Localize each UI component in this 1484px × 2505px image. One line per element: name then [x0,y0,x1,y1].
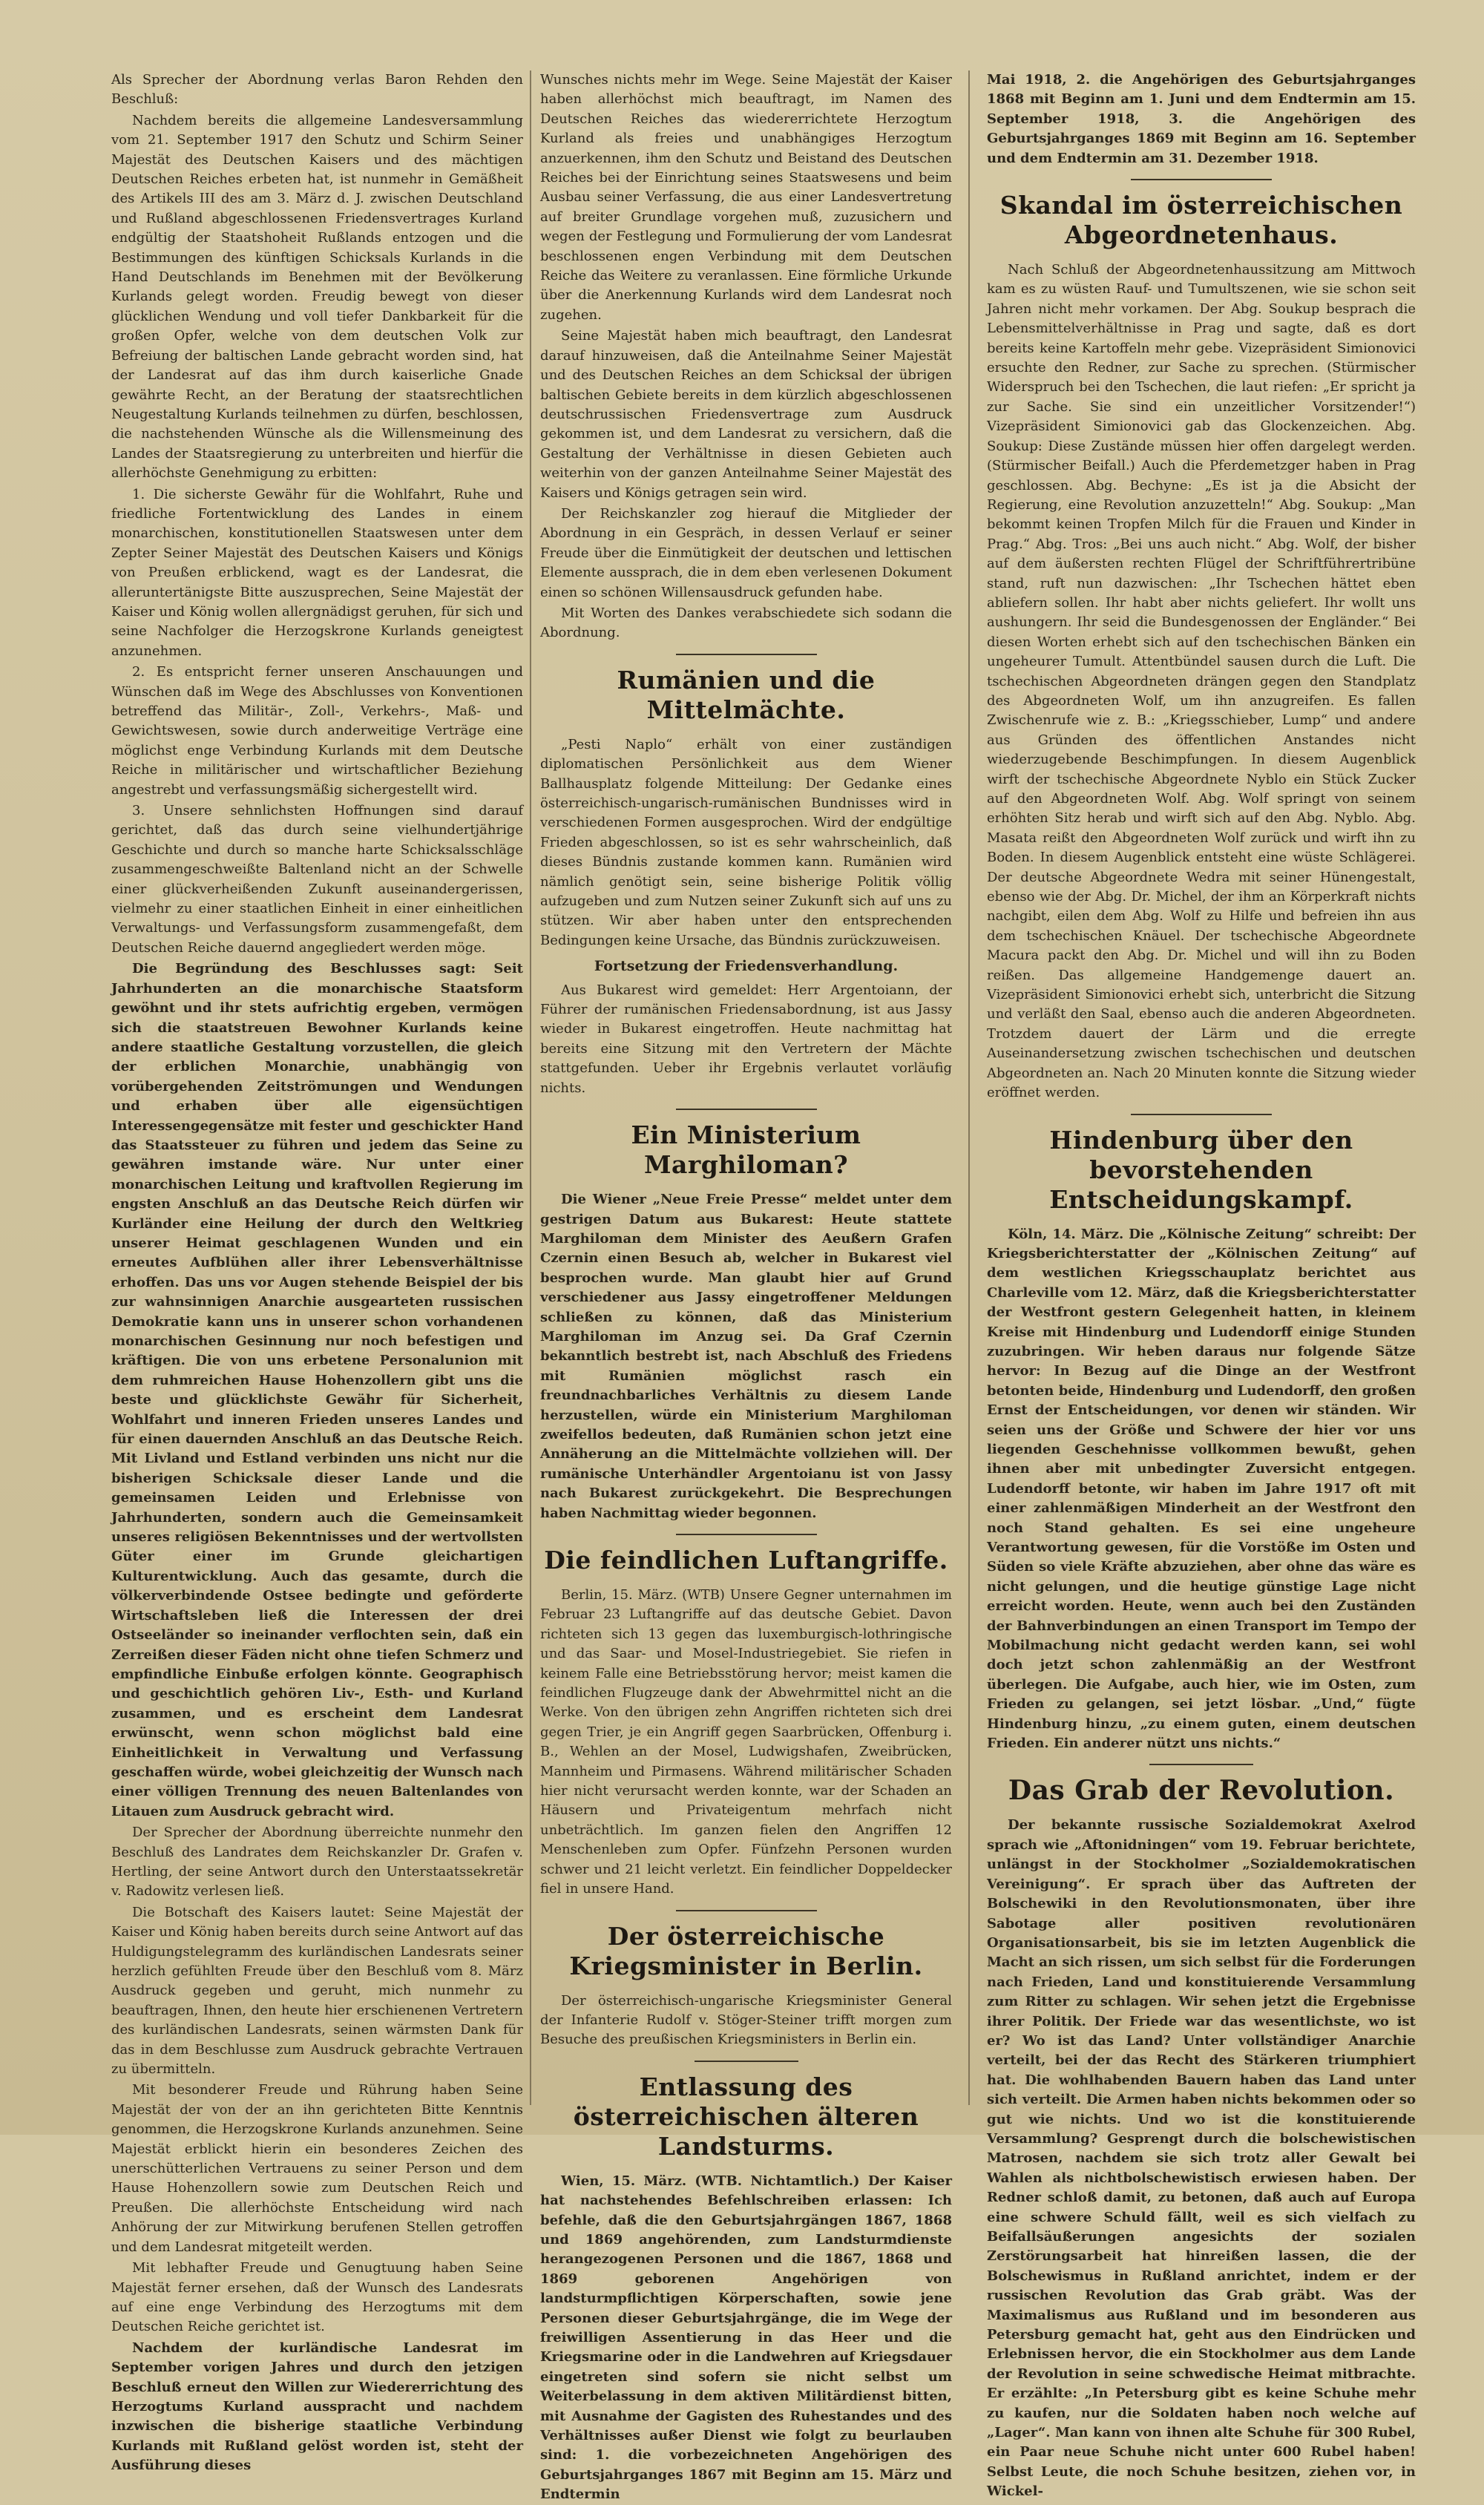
paragraph: Köln, 14. März. Die „Kölnische Zeitung“ schreibt: Der Kriegsberichterstatter der „Kölnischen Zeitung“ auf dem westlichen Kriegsschauplatz berichtet aus Charleville vom 12. März, daß die Kriegsberichterstatter der Westfront gestern Gelegenheit hatten, in kleinem Kreise mit Hindenburg und Ludendorff einige Stunden zuzubringen. Wir heben daraus nur folgende Sätze hervor: In Bezug auf die Dinge an der Westfront betonten beide, Hindenburg und Ludendorff, den großen Ernst der Entscheidungen, vor denen wir ständen. Wir seien uns der Größe und Schwere der hier vor uns liegenden Geschehnisse vollkommen bewußt, gehen ihnen aber mit unbedingter Zuversicht entgegen. Ludendorff betonte, wir haben im Jahre 1917 oft mit einer zahlenmäßigen Minderheit an der Westfront den noch Stand gehalten. Es sei eine ungeheure Verantwortung gewesen, für die Vorstöße im Osten und Süden so viele Kräfte abzuziehen, aber ohne das wäre es nicht gelungen, und die heutige günstige Lage nicht erreicht worden. Heute, wenn auch bei den Zuständen der Bahnverbindungen an einen Transport im Tempo der Mobilmachung nicht gedacht werden kann, sei wohl doch jetzt schon zahlenmäßig an der Westfront überlegen. Die Aufgabe, auch hier, wie im Osten, zum Frieden zu gelangen, sei jetzt lösbar. „Und,“ fügte Hindenburg hinzu, „zu einem guten, einem deutschen Frieden. Ein anderer nützt uns nichts.“ [987,1226,1416,1752]
paragraph: 3. Unsere sehnlichsten Hoffnungen sind darauf gerichtet, daß das durch seine vielhundertjährige Geschichte und durch so manche harte Schicksalsschläge zusammengeschweißte Baltenland nicht an der Schwelle einer glückverheißenden Zukunft auseinandergerissen, vielmehr zu einer staatlichen Einheit in einer einheitlichen Verwaltungs- und Verfassungsform zusammengefaßt, dem Deutschen Reiche dauernd angegliedert werden möge. [111,803,523,956]
article-separator [1131,1114,1272,1115]
paragraph: „Pesti Naplo“ erhält von einer zuständigen diplomatischen Persönlichkeit aus dem Wiener Ballhausplatz folgende Mitteilung: Der Gedanke eines österreichisch-ungarisch-rumänischen Bundnisses wird in verschiedenen Formen ausgesprochen. Wird der endgültige Frieden abgeschlossen, so ist es sehr wahrscheinlich, daß dieses Bündnis zustande kommen kann. Rumänien wird nämlich genötigt sein, seine bisherige Politik völlig aufzugeben und zum Nutzen seiner Zukunft sich auf uns zu stützen. Wir aber haben unter den entsprechenden Bedingungen keine Ursache, das Bündnis zurückzuweisen. [540,736,952,948]
headline-marghiloman: Ein Ministerium Marghiloman? [631,1120,861,1180]
article-separator [1131,179,1272,180]
headline-landsturm: Entlassung des österreichischen älteren Landsturms. [573,2072,919,2161]
paragraph: Als Sprecher der Abordnung verlas Baron Rehden den Beschluß: [111,72,523,108]
article-separator [676,1534,817,1535]
paragraph: 1. Die sicherste Gewähr für die Wohlfahrt, Ruhe und friedliche Fortentwicklung des Landes in einem monarchischen, konstitutionellen Staatswesen unter dem Zepter Seiner Majestät des Deutschen Kaisers und Königs von Preußen erblickend, wagt es der Landesrat, die alleruntertänigste Bitte auszusprechen, Seine Majestät der Kaiser und König wollen allergnädigst geruhen, für sich und seine Nachfolger die Herzogskrone Kurlands geneigtest anzunehmen. [111,486,523,659]
paragraph: Der österreichisch-ungarische Kriegsminister General der Infanterie Rudolf v. Stöger-Steiner trifft morgen zum Besuche des preußischen Kriegsministers in Berlin ein. [540,1992,952,2048]
paragraph: Der Reichskanzler zog hierauf die Mitglieder der Abordnung in ein Gespräch, in dessen Verlauf er seiner Freude über die Einmütigkeit der deutschen und lettischen Elemente aussprach, die in dem eben verlesenen Dokument einen so schönen Willensausdruck gefunden habe. [540,505,952,600]
article-separator [676,1109,817,1110]
headline-kriegsminister: Der österreichische Kriegsminister in Berlin. [569,1921,923,1980]
headline-grab: Das Grab der Revolution. [1008,1775,1395,1807]
article-separator [676,654,817,655]
paragraph: Die Wiener „Neue Freie Presse“ meldet unter dem gestrigen Datum aus Bukarest: Heute stattete Marghiloman dem Minister des Aeußern Grafen Czernin einen Besuch ab, welcher in Bukarest viel besprochen wurde. Man glaubt hier auf Grund verschiedener aus Jassy eingetroffener Meldungen schließen zu können, daß das Ministerium Marghiloman im Anzug sei. Da Graf Czernin bekanntlich bestrebt ist, nach Abschluß des Friedens mit Rumänien möglichst rasch ein freundnachbarliches Verhältnis zu diesem Lande herzustellen, würde ein Ministerium Marghiloman zweifellos bedeuten, daß Rumänien schon jetzt eine Annäherung an die Mittelmächte vollziehen will. Der rumänische Unterhändler Argentoianu ist von Jassy nach Bukarest zurückgekehrt. Die Besprechungen haben Nachmittag wieder begonnen. [540,1192,952,1521]
headline-hindenburg: Hindenburg über den bevorstehenden Entscheidungskampf. [1049,1125,1353,1214]
paragraph: 2. Es entspricht ferner unseren Anschauungen und Wünschen daß im Wege des Abschlusses von Konventionen betreffend das Militär-, Zoll-, Verkehrs-, Maß- und Gewichtswesen, sowie durch anderweitige Verträge eine möglichst enge Verbindung Kurlands mit dem Deutsche Reiche in militärischer und wirtschaftlicher Beziehung angestrebt und verfassungsmäßig sichergestellt wird. [111,664,523,798]
article-separator [1149,1764,1253,1765]
paragraph: Berlin, 15. März. (WTB) Unsere Gegner unternahmen im Februar 23 Luftangriffe auf das deutsche Gebiet. Davon richteten sich 13 gegen das luxemburgisch-lothringische und das Saar- und Mosel-Industriegebiet. Sie riefen in keinem Falle eine Betriebsstörung hervor; meist kamen die feindlichen Flugzeuge dank der Abwehrmittel nicht an die Werke. Von den übrigen zehn Angriffen richteten sich drei gegen Trier, je ein Angriff gegen Saarbrücken, Offenburg i. B., Wehlen an der Mosel, Ludwigshafen, Zweibrücken, Mannheim und Pirmasens. Während militärischer Schaden hier nicht verursacht werden konnte, war der Schaden an Häusern und Privateigentum mehrfach nicht unbeträchtlich. Im ganzen fielen den Angriffen 12 Menschenleben zum Opfer. Fünfzehn Personen wurden schwer und 21 leicht verletzt. Ein feindlicher Doppeldecker fiel in unsere Hand. [540,1587,952,1897]
headline-rumaenien: Rumänien und die Mittelmächte. [617,665,876,724]
paragraph: Nach Schluß der Abgeordnetenhaussitzung am Mittwoch kam es zu wüsten Rauf- und Tumultszenen, wie sie schon seit Jahren nicht mehr vorkamen. Der Abg. Soukup besprach die Lebensmittelverhältnisse in Prag und sagte, daß es dort bereits keine Kartoffeln mehr gebe. Vizepräsident Simionovici ersuchte den Redner, zur Sache zu sprechen. (Stürmischer Widerspruch bei den Tschechen, die laut riefen: „Er spricht ja zur Sache. Sie sind ein unzeitlicher Vorsitzender!“) Vizepräsident Simionovici gab das Glockenzeichen. Abg. Soukup: Diese Zustände müssen hier offen dargelegt werden. (Stürmischer Beifall.) Auch die Pferdemetzger haben in Prag geschlossen. Abg. Bechyne: „Es ist ja die Absicht der Regierung, eine Revolution anzuzetteln!“ Abg. Soukup: „Man bekommt keinen Tropfen Milch für die Frauen und Kinder in Prag.“ Abg. Tros: „Bei uns auch nicht.“ Abg. Wolf, der bisher auf dem äußersten rechten Flügel der Schriftführertribüne stand, ruft nun dazwischen: „Ihr Tschechen hättet eben abliefern sollen. Ihr habt aber nichts geliefert. Ihr wollt uns aushungern. Ihr seid die Bundesgenossen der Engländer.“ Bei diesen Worten erhebt sich auf den tschechischen Bänken ein ungeheurer Tumult. Attentbündel sausen durch die Luft. Die tschechischen Abgeordneten drängen gegen den Standplatz des Abgeordneten Wolf, um ihn anzugreifen. Es fallen Zwischenrufe wie z. B.: „Kriegsschieber, Lump“ und andere aus Gründen des öffentlichen Anstandes nicht wiederzugebende Beschimpfungen. In diesem Augenblick wirft der tschechische Abgeordnete Nyblo ein Stück Zucker auf den Abgeordneten Wolf. Abg. Wolf springt von seinem erhöhten Sitz herab und wirft sich auf den Abg. Nyblo. Abg. Masata reißt den Abgeordneten Wolf zurück und wirft ihn zu Boden. In diesem Augenblick entsteht eine wüste Schlägerei. Der deutsche Abgeordnete Wedra mit seiner Hünengestalt, ebenso wie der Abg. Dr. Michel, der ihm an Körperkraft nichts nachgibt, eilen dem Abg. Wolf zu Hilfe und befreien ihn aus dem tschechischen Knäuel. Der tschechische Abgeordnete Macura packt den Abg. Dr. Michel und will ihn zu Boden reißen. Das allgemeine Handgemenge dauert an. Vizepräsident Simionovici erhebt sich, unterbricht die Sitzung und verläßt den Saal, ebenso auch die anderen Abgeordneten. Trotzdem dauert der Lärm und die erregte Auseinandersetzung zwischen tschechischen und deutschen Abgeordneten an. Nach 20 Minuten konnte die Sitzung wieder eröffnet werden. [987,262,1416,1101]
paragraph: Nachdem bereits die allgemeine Landesversammlung vom 21. September 1917 den Schutz und Schirm Seiner Majestät des Deutschen Kaisers und des mächtigen Deutschen Reiches erbeten hat, ist nunmehr in Gemäßheit des Artikels III des am 3. März d. J. zwischen Deutschland und Rußland abgeschlossenen Friedensvertrages Kurland endgültig der Staatshoheit Rußlands entzogen und die Bestimmungen des künftigen Schicksals Kurlands in die Hand Deutschlands im Benehmen mit der Bevölkerung Kurlands gelegt worden. Freudig bewegt von dieser glücklichen Wendung und voll tiefer Dankbarkeit für die großen Opfer, welche von dem deutschen Volk zur Befreiung der baltischen Lande gebracht worden sind, hat der Landesrat auf das ihm durch kaiserliche Gnade gewährte Recht, an der Beratung der staatsrechtlichen Neugestaltung Kurlands teilnehmen zu dürfen, beschlossen, die nachstehenden Wünsche als die Willensmeinung des Landes der Staatsregierung zu unterbreiten und hierfür die allerhöchste Genehmigung zu erbitten: [111,112,523,482]
article-separator [676,1910,817,1911]
paragraph: Der bekannte russische Sozialdemokrat Axelrod sprach wie „Aftonidningen“ vom 19. Februar berichtete, unlängst in der Stockholmer „Sozialdemokratischen Vereinigung“. Er sprach über das Auftreten der Bolschewiki in den Revolutionsmonaten, über ihre Sabotage aller positiven revolutionären Organisationsarbeit, bis sie im letzten Augenblick die Macht an sich rissen, um sich selbst für die Forderungen nach Frieden, Land und konstituierende Versammlung zum Ritter zu schlagen. Wir sehen jetzt die Ergebnisse ihrer Politik. Der Friede war das wesentlichste, wo ist er? Wo ist das Land? Unter vollständiger Anarchie verteilt, bei der das Recht des Stärkeren triumphiert hat. Die wohlhabenden Bauern haben das Land unter sich verteilt. Die Armen haben nichts bekommen oder so gut wie nichts. Und wo ist die konstituierende Versammlung? Gesprengt durch die bolschewistischen Matrosen, nachdem sie sich trotz aller Gewalt bei Wahlen als nichtbolschewistisch erwiesen haben. Der Redner schloß damit, zu betonen, daß auch auf Europa eine schwere Schuld fällt, weil es sich vielfach zu Beifallsäußerungen angesichts der sozialen Zerstörungsarbeit hat hinreißen lassen, die der Bolschewismus in Rußland anrichtet, indem er der russischen Revolution das Grab gräbt. Was der Maximalismus aus Rußland und im besonderen aus Petersburg gemacht hat, geht aus den Eindrücken und Erlebnissen hervor, die ein Stockholmer aus dem Lande der Revolution in seine schwedische Heimat mitbrachte. Er erzählte: „In Petersburg gibt es keine Schuhe mehr zu kaufen, nur die Soldaten haben noch welche auf „Lager“. Man kann von ihnen alte Schuhe für 300 Rubel, ein Paar neue Schuhe nicht unter 600 Rubel haben! Selbst Leute, die noch Schuhe besitzen, ziehen vor, in Wickel- [987,1817,1416,2500]
paragraph: Wunsches nichts mehr im Wege. Seine Majestät der Kaiser haben allerhöchst mich beauftragt, im Namen des Deutschen Reiches das wiedererrichtete Herzogtum Kurland als freies und unabhängiges Herzogtum anzuerkennen, ihm den Schutz und Beistand des Deutschen Reiches bei der Einrichtung seines Staatswesens und beim Ausbau seiner Verfassung, die aus einer Landesvertretung auf breiter Grundlage vorgehen muß, zuzusichern und wegen der Festlegung und Formulierung der vom Landesrat beschlossenen engen Verbindung mit dem Deutschen Reiche das Weitere zu veranlassen. Eine förmliche Urkunde über die Anerkennung Kurlands wird dem Landesrat noch zugehen. [540,72,952,323]
column-rule-2 [968,70,970,2105]
headline-skandal: Skandal im österreichischen Abgeordnetenhaus. [999,191,1403,250]
paragraph: Der Sprecher der Abordnung überreichte nunmehr den Beschluß des Landrates dem Reichskanzler Dr. Grafen v. Hertling, der seine Antwort durch den Unterstaatssekretär v. Radowitz verlesen ließ. [111,1825,523,1900]
paragraph: Mit Worten des Dankes verabschiedete sich sodann die Abordnung. [540,605,952,641]
headline-luftangriffe: Die feindlichen Luftangriffe. [544,1546,948,1575]
paragraph: Wien, 15. März. (WTB. Nichtamtlich.) Der Kaiser hat nachstehendes Befehlschreiben erlassen: Ich befehle, daß die den Geburtsjahrgängen 1867, 1868 und 1869 angehörenden, zum Landsturmdienste herangezogenen Personen und die 1867, 1868 und 1869 geborenen Angehörigen von landsturmpflichtigen Körperschaften, sowie jene Personen dieser Geburtsjahrgänge, die im Wege der freiwilligen Assentierung in das Heer und die Kriegsmarine oder in die Landwehren auf Kriegsdauer eingetreten sind sofern sie nicht selbst um Weiterbelassung in dem aktiven Militärdienst bitten, mit Ausnahme der Gagisten des Ruhestandes und des Verhältnisses außer Dienst wie folgt zu beurlauben sind: 1. die vorbezeichneten Angehörigen des Geburtsjahrganges 1867 mit Beginn am 15. März und Endtermin [540,2173,952,2503]
column-2 [540,70,952,2503]
column-1 [111,70,523,2474]
paragraph: Die Botschaft des Kaisers lautet: Seine Majestät der Kaiser und König haben bereits durch seine Antwort auf das Huldigungstelegramm des kurländischen Landesrats seiner herzlich gefühlten Freude über den Beschluß vom 8. März Ausdruck gegeben und geruht, mich nunmehr zu beauftragen, Ihnen, den heute hier erschienenen Vertretern des kurländischen Landesrats, seinen wärmsten Dank für das in dem Beschlusse zum Ausdruck gebrachte Vertrauen zu übermitteln. [111,1904,523,2078]
paragraph: Nachdem der kurländische Landesrat im September vorigen Jahres und durch den jetzigen Beschluß erneut den Willen zur Wiedererrichtung des Herzogtums Kurland ausspracht und nachdem inzwischen die bisherige staatliche Verbindung Kurlands mit Rußland gelöst worden ist, steht der Ausführung dieses [111,2340,523,2474]
paragraph: Mit lebhafter Freude und Genugtuung haben Seine Majestät ferner ersehen, daß der Wunsch des Landesrats auf eine enge Verbindung des Herzogtums mit dem Deutschen Reiche gerichtet ist. [111,2260,523,2335]
column-3 [987,70,1416,2500]
article-separator [695,2061,798,2062]
paragraph: Mit besonderer Freude und Rührung haben Seine Majestät der von der an ihn gerichteten Bitte Kenntnis genommen, die Herzogskrone Kurlands anzunehmen. Seine Majestät erblickt hierin ein besonderes Zeichen des unerschütterlichen Vertrauens zu seiner Person und dem Hause Hohenzollern sowie zum Deutschen Reich und Preußen. Die allerhöchste Entscheidung wird nach Anhörung der zur Mitwirkung berufenen Stellen getroffen und dem Landesrat mitgeteilt werden. [111,2082,523,2255]
paragraph: Seine Majestät haben mich beauftragt, den Landesrat darauf hinzuweisen, daß die Anteilnahme Seiner Majestät und des Deutschen Reiches an dem Schicksal der übrigen baltischen Gebiete bereits in dem kürzlich abgeschlossenen deutschrussischen Friedensvertrage zum Ausdruck gekommen ist, und dem Landesrat zu versichern, daß die Gestaltung der Verhältnisse in diesen Gebieten auch weiterhin von der ganzen Anteilnahme Seiner Majestät des Kaisers und Königs getragen sein wird. [540,328,952,501]
column-rule-1 [530,70,531,2105]
paragraph: Die Begründung des Beschlusses sagt: Seit Jahrhunderten an die monarchische Staatsform gewöhnt und ihr stets aufrichtig ergeben, vermögen sich die staatstreuen Bewohner Kurlands keine andere staatliche Gestaltung vorzustellen, die gleich der erblichen Monarchie, unabhängig von vorübergehenden Zeitströmungen und Wendungen und erhaben über alle eigensüchtigen Interessengegensätze mit fester und geschickter Hand das Staatssteuer zu führen und jedem das Seine zu gewähren imstande wäre. Nur unter einer monarchischen Leitung und kraftvollen Regierung im engsten Anschluß an das Deutsche Reich dürfen wir Kurländer eine Heilung der durch den Weltkrieg unserer Heimat geschlagenen Wunden und ein erneutes Aufblühen aller ihrer Lebensverhältnisse erhoffen. Das uns vor Augen stehende Beispiel der bis zur wahnsinnigen Anarchie ausgearteten russischen Demokratie kann uns in unserer schon vorhandenen monarchischen Gesinnung nur noch befestigen und kräftigen. Die von uns erbetene Personalunion mit dem ruhmreichen Hause Hohenzollern gibt uns die beste und glücklichste Gewähr für Sicherheit, Wohlfahrt und inneren Frieden unseres Landes und für einen dauernden Anschluß an das Deutsche Reich. Mit Livland und Estland verbinden uns nicht nur die bisherigen Schicksale dieser Lande und die gemeinsamen Leiden und Erlebnisse von Jahrhunderten, sondern auch die Gemeinsamkeit unseres religiösen Bekenntnisses und der wertvollsten Güter einer im Grunde gleichartigen Kulturentwicklung. Auch das gesamte, durch die völkerverbindende Ostsee bedingte und geförderte Wirtschaftsleben ließ die Interessen der drei Ostseeländer so ineinander verflochten sein, daß ein Zerreißen dieser Fäden nicht ohne tiefen Schmerz und empfindliche Einbuße erfolgen könnte. Geographisch und geschichtlich gehören Liv-, Esth- und Kurland zusammen, und es erscheint dem Landesrat erwünscht, wenn schon möglichst bald eine Einheitlichkeit in Verwaltung und Verfassung geschaffen würde, wobei gleichzeitig der Wunsch nach einer völligen Trennung des neuen Baltenlandes von Litauen zum Ausdruck gebracht wird. [111,961,523,1819]
paragraph: Mai 1918, 2. die Angehörigen des Geburtsjahrganges 1868 mit Beginn am 1. Juni und dem Endtermin am 15. September 1918, 3. die Angehörigen des Geburtsjahrganges 1869 mit Beginn am 16. September und dem Endtermin am 31. Dezember 1918. [987,72,1416,166]
paragraph: Aus Bukarest wird gemeldet: Herr Argentoiann, der Führer der rumänischen Friedensabordnung, ist aus Jassy wieder in Bukarest eingetroffen. Heute nachmittag hat bereits eine Sitzung mit den Vertretern der Mächte stattgefunden. Ueber ihr Ergebnis verlautet vorläufig nichts. [540,982,952,1096]
subhead-friedensverhandlung: Fortsetzung der Friedensverhandlung. [594,958,899,975]
